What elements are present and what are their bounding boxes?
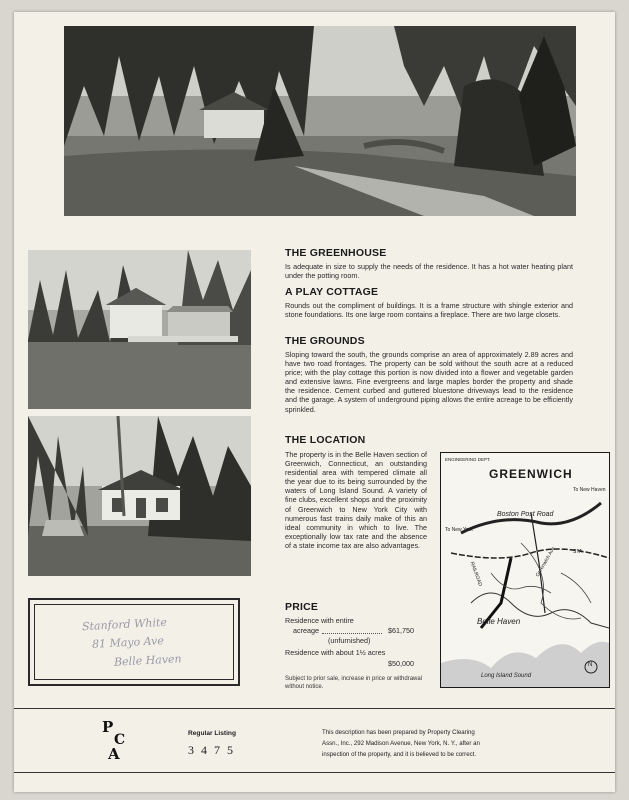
handwritten-line-2: 81 Mayo Ave (91, 634, 165, 651)
price-note: Subject to prior sale, increase in price or withdrawal without notice. (285, 676, 423, 690)
disclaimer-line-2: Assn., Inc., 292 Madison Avenue, New York, N. Y., after an (322, 740, 480, 747)
svg-text:P: P (102, 718, 114, 736)
price-line-1: Residence with entire (285, 616, 354, 625)
greenhouse-photo (28, 250, 251, 409)
price-entire-acreage: $61,750 (388, 626, 414, 635)
greenwich-map (440, 452, 610, 688)
location-heading: THE LOCATION (285, 434, 366, 446)
listing-label: Regular Listing (188, 730, 236, 737)
map-north-arrow: N (588, 662, 593, 668)
map-label-station: STA. (573, 549, 584, 555)
grounds-photo (64, 26, 576, 216)
play-cottage-photo (28, 416, 251, 576)
map-label-greenwich-ave: Greenwich Ave (534, 545, 557, 579)
price-one-half-acres: $50,000 (388, 659, 414, 668)
price-line-3: (unfurnished) (328, 636, 371, 645)
disclaimer-line-1: This description has been prepared by Property Clearing (322, 729, 475, 736)
map-credit: ENGINEERING DEPT. (445, 457, 491, 462)
handwritten-line-3: Belle Haven (113, 652, 182, 669)
greenhouse-text: Is adequate in size to supply the needs of the residence. It has a hot water heating plant under the potting room. (285, 262, 573, 281)
greenhouse-heading: THE GREENHOUSE (285, 247, 387, 259)
footer-top-rule (14, 708, 615, 709)
map-label-railroad: RAILROAD (468, 560, 483, 588)
price-line-4: Residence with about 1½ acres (285, 648, 386, 657)
handwritten-line-1: Stanford White (81, 615, 168, 634)
location-text: The property is in the Belle Haven section of Greenwich, Connecticut, an outstanding residential area with tempered climate all the year due to its being surrounded by the waters of Long Island Sound. A variety of fine clubs, excellent shops and the proximity of Greenwich to New York City with numerous fast trains daily make of this an ideal community in which to live. The exceptionally low tax rate and the absence of a state income tax are also advantages. (285, 450, 427, 550)
map-label-to-new-york: To New York (445, 527, 473, 533)
map-label-sound: Long Island Sound (481, 673, 532, 679)
play-cottage-text: Rounds out the compliment of buildings. It is a frame structure with shingle exterior and stone foundations. Its one large room contains a fireplace. There are two large closets. (285, 301, 573, 320)
grounds-text: Sloping toward the south, the grounds comprise an area of approximately 2.89 acres and have two road frontages. The property can be sold without the south acre at a reduced price; with the play cottage this portion is now divided into a flower and vegetable garden and extensive lawns. Fine evergreens and large maples border the property and shade the residence. Cement curbed and guttered bluestone driveways lead to the residence and the garage. A system of underground piping allows the entire acreage to be efficiently sprinkled. (285, 350, 573, 414)
svg-text:C: C (114, 732, 126, 748)
price-line-2-label: acreage (293, 626, 319, 635)
disclaimer-line-3: inspection of the property, and it is believed to be correct. (322, 751, 477, 758)
map-label-to-new-haven: To New Haven (573, 487, 606, 493)
price-leader-dots (322, 633, 382, 634)
svg-text:A: A (108, 745, 120, 762)
map-label-boston-post-road: Boston Post Road (497, 511, 554, 518)
footer-bottom-rule (14, 772, 615, 773)
price-heading: PRICE (285, 601, 319, 613)
grounds-heading: THE GROUNDS (285, 335, 365, 347)
map-title: GREENWICH (489, 467, 573, 481)
pca-logo (98, 716, 134, 762)
play-cottage-heading: A PLAY COTTAGE (285, 286, 379, 298)
handwritten-note-box (28, 598, 240, 686)
listing-number: 3 4 7 5 (188, 743, 235, 757)
map-label-belle-haven: Belle Haven (477, 617, 521, 626)
